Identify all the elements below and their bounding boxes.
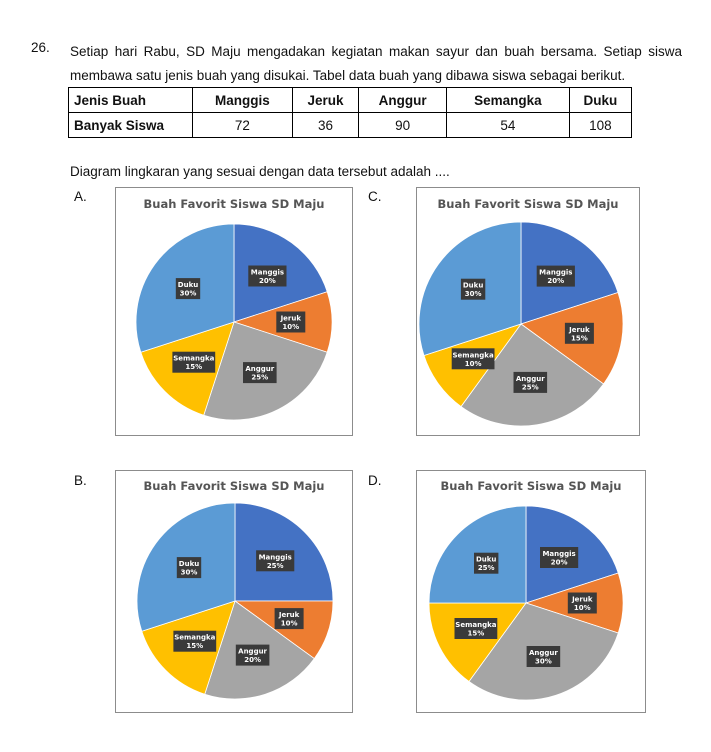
- pie-chart-option-d[interactable]: [416, 470, 646, 713]
- data-label-percent: 15%: [467, 629, 485, 638]
- data-label-category: Anggur: [528, 649, 558, 657]
- data-label-category: Duku: [177, 281, 199, 290]
- data-label-percent: 30%: [180, 568, 198, 577]
- table-header-cell: Jeruk: [292, 88, 358, 113]
- data-label-category: Semangka: [455, 621, 497, 629]
- table-row: [69, 113, 632, 138]
- table-header-label: Jenis Buah: [69, 88, 193, 113]
- data-label-category: Manggis: [258, 553, 292, 562]
- table-header-cell: Duku: [569, 88, 631, 113]
- data-label-duku: [176, 278, 200, 299]
- data-label-anggur: [527, 646, 561, 667]
- data-label-percent: 25%: [521, 383, 539, 392]
- data-label-percent: 30%: [535, 657, 552, 666]
- chart-title: Buah Favorit Siswa SD Maju: [143, 197, 325, 211]
- data-label-anggur: [236, 645, 270, 666]
- chart-title: Buah Favorit Siswa SD Maju: [440, 479, 622, 493]
- data-label-category: Semangka: [173, 354, 215, 363]
- data-label-duku: [461, 279, 485, 300]
- question-line-2: membawa satu jenis buah yang disukai. Tabel data buah yang dibawa siswa sebagai berikut.: [70, 68, 626, 83]
- data-label-percent: 20%: [550, 558, 568, 567]
- data-label-jeruk: [565, 323, 594, 344]
- data-label-semangka: [452, 348, 495, 369]
- chart-title: Buah Favorit Siswa SD Maju: [143, 479, 325, 493]
- question-prompt: Diagram lingkaran yang sesuai dengan data tersebut adalah ....: [70, 164, 450, 179]
- data-label-jeruk: [275, 608, 304, 629]
- data-label-category: Jeruk: [280, 314, 302, 323]
- option-d-label[interactable]: D.: [368, 473, 382, 488]
- data-label-category: Anggur: [245, 365, 275, 374]
- data-label-anggur: [243, 362, 277, 383]
- data-label-category: Semangka: [452, 351, 494, 360]
- data-label-percent: 25%: [251, 373, 269, 382]
- data-label-percent: 10%: [573, 604, 591, 612]
- table-header-cell: Semangka: [446, 88, 569, 113]
- pie-chart-option-b[interactable]: [115, 470, 353, 713]
- data-label-percent: 10%: [280, 619, 298, 628]
- data-label-percent: 20%: [259, 277, 276, 285]
- data-label-percent: 30%: [464, 290, 482, 299]
- data-label-category: Duku: [462, 281, 484, 290]
- fruit-data-table: [68, 87, 632, 138]
- data-label-percent: 20%: [547, 277, 565, 286]
- data-label-semangka: [173, 631, 216, 652]
- data-label-percent: 25%: [477, 564, 495, 573]
- table-cell: 36: [292, 113, 358, 138]
- table-cell: 108: [569, 113, 631, 138]
- data-label-manggis: [537, 266, 575, 287]
- data-label-manggis: [248, 266, 286, 287]
- table-header-cell: Anggur: [359, 88, 447, 113]
- option-b-label[interactable]: B.: [74, 473, 87, 488]
- data-label-category: Manggis: [250, 268, 285, 277]
- data-label-category: Manggis: [539, 268, 573, 277]
- table-cell: 90: [359, 113, 447, 138]
- table-cell: 72: [193, 113, 293, 138]
- table-header-row: [69, 88, 632, 113]
- data-label-anggur: [514, 372, 548, 393]
- data-label-manggis: [256, 550, 294, 571]
- data-label-jeruk: [568, 593, 597, 614]
- data-label-category: Duku: [178, 560, 200, 569]
- data-label-category: Jeruk: [278, 611, 300, 620]
- option-a-label[interactable]: A.: [74, 189, 87, 204]
- data-label-percent: 15%: [185, 363, 203, 372]
- data-label-duku: [474, 553, 498, 574]
- data-label-percent: 25%: [266, 561, 284, 570]
- table-header-cell: Manggis: [193, 88, 293, 113]
- data-label-category: Jeruk: [572, 595, 593, 604]
- data-label-semangka: [455, 618, 498, 639]
- data-label-category: Duku: [475, 555, 497, 564]
- data-label-category: Semangka: [174, 633, 216, 642]
- question-text: [70, 40, 682, 88]
- question-number: 26.: [31, 40, 50, 55]
- data-label-category: Manggis: [542, 550, 576, 558]
- data-label-percent: 30%: [179, 289, 197, 298]
- data-label-jeruk: [276, 312, 305, 333]
- pie-chart-option-c[interactable]: [416, 187, 640, 436]
- data-label-category: Anggur: [238, 647, 268, 656]
- data-label-category: Jeruk: [569, 325, 590, 334]
- data-label-duku: [177, 557, 201, 578]
- data-label-percent: 10%: [282, 323, 300, 331]
- option-c-label[interactable]: C.: [368, 189, 382, 204]
- chart-title: Buah Favorit Siswa SD Maju: [437, 197, 619, 211]
- table-cell: 54: [446, 113, 569, 138]
- data-label-manggis: [540, 547, 578, 568]
- data-label-percent: 20%: [244, 656, 261, 665]
- table-row-label: Banyak Siswa: [69, 113, 193, 138]
- data-label-category: Anggur: [515, 374, 545, 383]
- question-line-1: Setiap hari Rabu, SD Maju mengadakan kegiatan makan sayur dan buah bersama. Setiap siswa: [70, 44, 682, 59]
- data-label-percent: 15%: [186, 642, 204, 651]
- data-label-semangka: [172, 352, 215, 373]
- data-label-percent: 10%: [464, 359, 482, 368]
- data-label-percent: 15%: [571, 334, 588, 343]
- pie-chart-option-a[interactable]: [115, 187, 353, 436]
